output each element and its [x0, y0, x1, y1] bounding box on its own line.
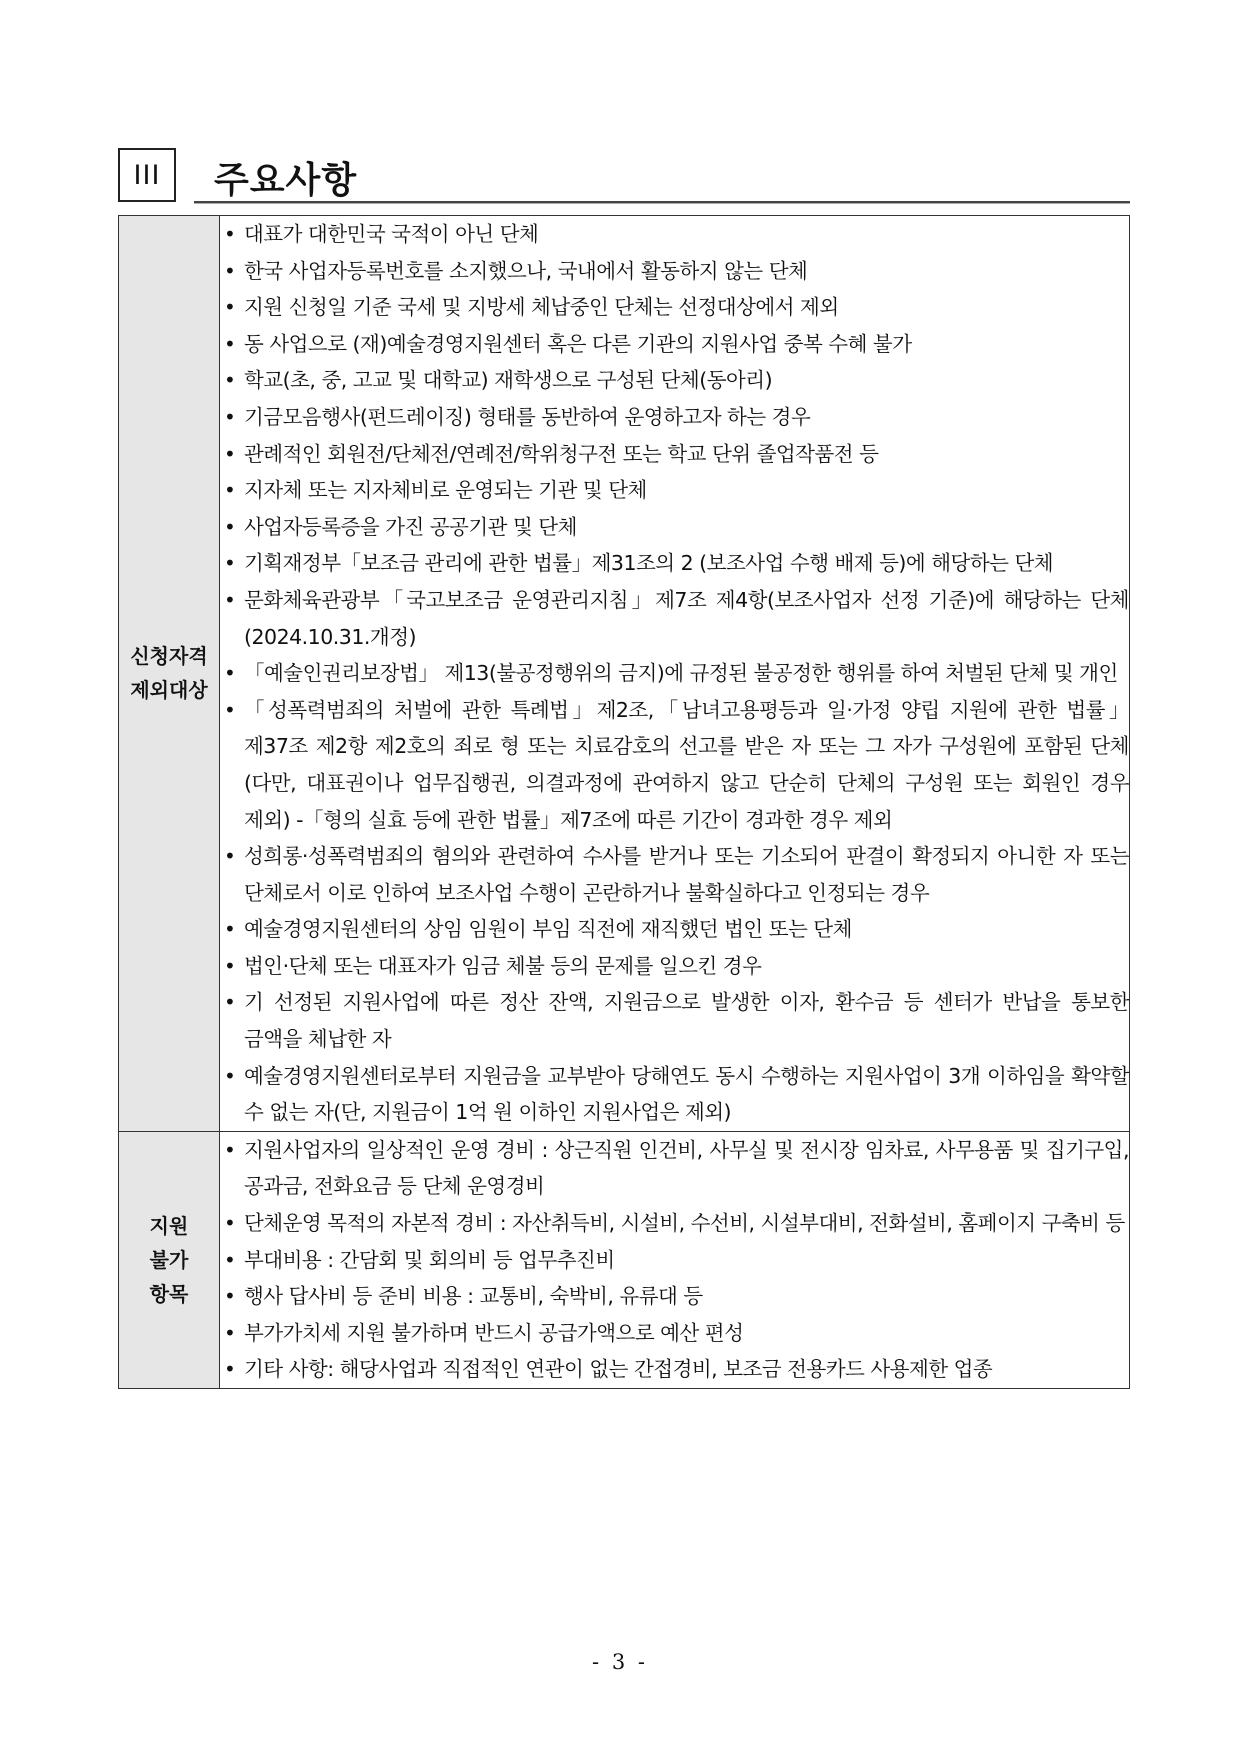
- bullet-icon: •: [224, 1211, 236, 1236]
- non-eligible-label-line2: 불가: [149, 1247, 189, 1272]
- list-item-text: 학교(초, 중, 고교 및 대학교) 재학생으로 구성된 단체(동아리): [244, 368, 773, 393]
- list-item-text: 「성폭력범죄의 처벌에 관한 특례법」제2조,「남녀고용평등과 일·가정 양립 지원에 관한 법률」제37조 제2항 제2호의 죄로 형 또는 치료감호의 선고를 받은 자 또는 그 자가 구성원에 포함된 단체 (다만, 대표권이나 업무집행권, 의결과정에 관여하지 않고 단순히 단체의 구성원 또는 회원인 경우 제외) -「형의 실효 등에 관한 법률」제7조에 따른 기간이 경과한 경우 제외: [244, 697, 1129, 832]
- non-eligible-list: [220, 1132, 1129, 1388]
- list-item: [220, 545, 1129, 582]
- list-item: [220, 399, 1129, 436]
- list-item: [220, 472, 1129, 509]
- bullet-icon: •: [224, 551, 236, 576]
- list-item-text: 사업자등록증을 가진 공공기관 및 단체: [244, 514, 577, 539]
- list-item-text: 기금모음행사(펀드레이징) 형태를 동반하여 운영하고자 하는 경우: [244, 404, 811, 429]
- list-item: [220, 253, 1129, 290]
- list-item: [220, 984, 1129, 1057]
- list-item-text: 지자체 또는 지자체비로 운영되는 기관 및 단체: [244, 478, 647, 503]
- list-item: [220, 1205, 1129, 1242]
- non-eligible-label-line1: 지원: [149, 1213, 189, 1238]
- list-item-text: 대표가 대한민국 국적이 아닌 단체: [244, 222, 539, 246]
- list-item-text: 기 선정된 지원사업에 따른 정산 잔액, 지원금으로 발생한 이자, 환수금 등 센터가 반납을 통보한 금액을 체납한 자: [244, 990, 1129, 1052]
- list-item: [220, 838, 1129, 911]
- section-header: [118, 148, 1130, 204]
- list-item: [220, 326, 1129, 363]
- list-item-text: 동 사업으로 (재)예술경영지원센터 혹은 다른 기관의 지원사업 중복 수혜 불가: [244, 331, 912, 356]
- bullet-icon: •: [224, 478, 236, 503]
- bullet-icon: •: [224, 917, 236, 942]
- list-item: [220, 1058, 1129, 1131]
- list-item: [220, 289, 1129, 326]
- list-item-text: 단체운영 목적의 자본적 경비 : 자산취득비, 시설비, 수선비, 시설부대비, 전화설비, 홈페이지 구축비 등: [244, 1211, 1125, 1236]
- bullet-icon: •: [224, 514, 236, 539]
- list-item-text: 한국 사업자등록번호를 소지했으나, 국내에서 활동하지 않는 단체: [244, 258, 808, 283]
- list-item-text: 예술경영지원센터의 상임 임원이 부임 직전에 재직했던 법인 또는 단체: [244, 917, 852, 942]
- list-item-text: 행사 답사비 등 준비 비용 : 교통비, 숙박비, 유류대 등: [244, 1284, 703, 1309]
- bullet-icon: •: [224, 697, 236, 722]
- bullet-icon: •: [224, 953, 236, 978]
- non-eligible-content-cell: [220, 1131, 1130, 1388]
- exclusion-list: [220, 216, 1129, 1131]
- bullet-icon: •: [224, 1137, 236, 1162]
- bullet-icon: •: [224, 844, 236, 869]
- list-item: [220, 1242, 1129, 1279]
- bullet-icon: •: [224, 222, 236, 246]
- exclusion-label-line1: 신청자격: [130, 644, 208, 669]
- bullet-icon: •: [224, 1320, 236, 1345]
- list-item: [220, 1351, 1129, 1388]
- non-eligible-label-line3: 항목: [149, 1281, 189, 1306]
- list-item: [220, 692, 1129, 838]
- bullet-icon: •: [224, 258, 236, 283]
- list-item: [220, 216, 1129, 253]
- bullet-icon: •: [224, 587, 236, 612]
- list-item: [220, 1278, 1129, 1315]
- list-item: [220, 1315, 1129, 1352]
- exclusion-content-cell: [220, 216, 1130, 1132]
- list-item-text: 예술경영지원센터로부터 지원금을 교부받아 당해연도 동시 수행하는 지원사업이 3개 이하임을 확약할 수 없는 자(단, 지원금이 1억 원 이하인 지원사업은 제외): [244, 1063, 1129, 1125]
- list-item-text: 기획재정부「보조금 관리에 관한 법률」제31조의 2 (보조사업 수행 배제 등)에 해당하는 단체: [244, 551, 1054, 576]
- exclusion-label-cell: [119, 216, 220, 1132]
- list-item-text: 관례적인 회원전/단체전/연례전/학위청구전 또는 학교 단위 졸업작품전 등: [244, 441, 879, 466]
- list-item: [220, 509, 1129, 546]
- list-item-text: 지원 신청일 기준 국세 및 지방세 체납중인 단체는 선정대상에서 제외: [244, 295, 839, 320]
- list-item-text: 성희롱·성폭력범죄의 혐의와 관련하여 수사를 받거나 또는 기소되어 판결이 확정되지 아니한 자 또는 단체로서 이로 인하여 보조사업 수행이 곤란하거나 불확실하다고 인정되는 경우: [244, 844, 1129, 905]
- list-item: [220, 948, 1129, 985]
- non-eligible-row: [119, 1131, 1130, 1388]
- list-item-text: 부대비용 : 간담회 및 회의비 등 업무추진비: [244, 1247, 615, 1272]
- exclusion-row: [119, 216, 1130, 1132]
- requirements-table: [118, 215, 1130, 1389]
- bullet-icon: •: [224, 441, 236, 466]
- page-number: - 3 -: [592, 1650, 648, 1674]
- list-item-text: 법인·단체 또는 대표자가 임금 체불 등의 문제를 일으킨 경우: [244, 953, 762, 978]
- list-item: [220, 1132, 1129, 1205]
- non-eligible-label-cell: [119, 1131, 220, 1388]
- bullet-icon: •: [224, 1063, 236, 1088]
- list-item: [220, 436, 1129, 473]
- bullet-icon: •: [224, 295, 236, 320]
- bullet-icon: •: [224, 368, 236, 393]
- bullet-icon: •: [224, 661, 236, 686]
- list-item: [220, 362, 1129, 399]
- bullet-icon: •: [224, 1284, 236, 1309]
- title-underline: [194, 201, 1130, 204]
- list-item-text: 기타 사항: 해당사업과 직접적인 연관이 없는 간접경비, 보조금 전용카드 사용제한 업종: [244, 1357, 993, 1382]
- bullet-icon: •: [224, 990, 236, 1015]
- list-item-text: 문화체육관광부「국고보조금 운영관리지침」제7조 제4항(보조사업자 선정 기준)에 해당하는 단체 (2024.10.31.개정): [244, 587, 1129, 649]
- bullet-icon: •: [224, 1247, 236, 1272]
- list-item: [220, 582, 1129, 655]
- list-item: [220, 911, 1129, 948]
- section-title: 주요사항: [214, 160, 358, 201]
- list-item: [220, 655, 1129, 692]
- bullet-icon: •: [224, 404, 236, 429]
- exclusion-label-line2: 제외대상: [130, 678, 208, 703]
- list-item-text: 지원사업자의 일상적인 운영 경비 : 상근직원 인건비, 사무실 및 전시장 임차료, 사무용품 및 집기구입, 공과금, 전화요금 등 단체 운영경비: [244, 1137, 1129, 1199]
- list-item-text: 부가가치세 지원 불가하며 반드시 공급가액으로 예산 편성: [244, 1320, 744, 1345]
- bullet-icon: •: [224, 331, 236, 356]
- section-number-box: III: [118, 148, 176, 202]
- list-item-text: 「예술인권리보장법」 제13(불공정행위의 금지)에 규정된 불공정한 행위를 하여 처벌된 단체 및 개인: [244, 661, 1118, 686]
- bullet-icon: •: [224, 1357, 236, 1382]
